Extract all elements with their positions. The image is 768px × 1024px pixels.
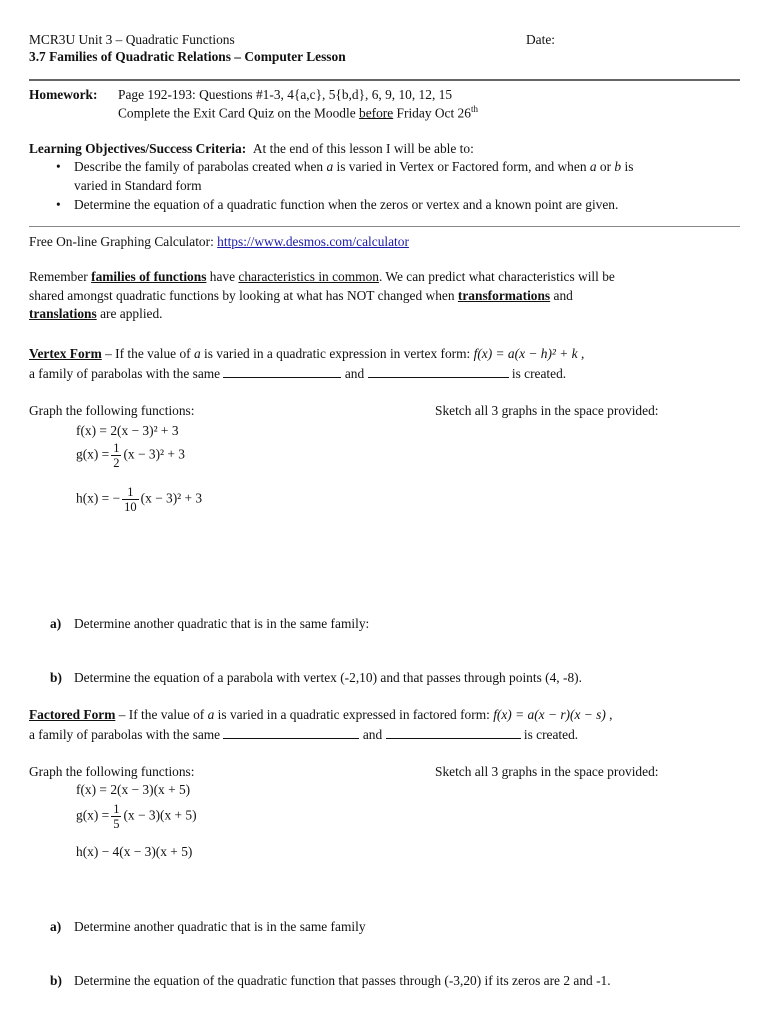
factored-formula: f(x) = a(x − r)(x − s): [493, 707, 606, 722]
vertex-qb-label: b): [50, 670, 62, 685]
factored-question-b: Determine the equation of the quadratic function that passes through (-3,20) if its zeros are 2 and -1.: [74, 973, 611, 988]
factored-graph-label: Graph the following functions:: [29, 764, 195, 779]
vertex-formula: f(x) = a(x − h)² + k: [473, 346, 578, 361]
lesson-title: 3.7 Families of Quadratic Relations – Computer Lesson: [29, 49, 346, 64]
factored-blank-1[interactable]: [223, 727, 359, 739]
calculator-line: Free On-line Graphing Calculator: https://www.desmos.com/calculator: [29, 234, 409, 249]
objectives-heading: Learning Objectives/Success Criteria: At the end of this lesson I will be able to:: [29, 141, 474, 156]
intro-line-1: Remember families of functions have characteristics in common. We can predict what characteristics will be: [29, 269, 615, 284]
vertex-sketch-label: Sketch all 3 graphs in the space provided:: [435, 403, 659, 418]
factored-question-a: Determine another quadratic that is in the same family: [74, 919, 366, 934]
objective-1-cont: varied in Standard form: [74, 178, 202, 193]
vertex-blank-2[interactable]: [368, 366, 509, 378]
factored-qb-label: b): [50, 973, 62, 988]
vertex-family-sentence: a family of parabolas with the same and is created.: [29, 366, 567, 381]
bullet-dot: •: [56, 197, 61, 212]
objective-2: Determine the equation of a quadratic function when the zeros or vertex and a known point are given.: [74, 197, 619, 212]
vertex-blank-1[interactable]: [223, 366, 341, 378]
homework-exit-card: Complete the Exit Card Quiz on the Moodle before Friday Oct 26th: [118, 104, 478, 121]
homework-questions: Page 192-193: Questions #1-3, 4{a,c}, 5{b,d}, 6, 9, 10, 12, 15: [118, 87, 453, 102]
homework-label: Homework:: [29, 87, 98, 102]
date-label: Date:: [526, 32, 555, 47]
vertex-function-h: h(x) = − $\frac{1}{10}$ (x − 3)² + 3: [76, 485, 203, 514]
header-divider: [29, 79, 740, 81]
factored-sketch-label: Sketch all 3 graphs in the space provided:: [435, 764, 659, 779]
factored-form-definition: Factored Form – If the value of a is varied in a quadratic expressed in factored form: f(x) = a(x − r)(x − s) ,: [29, 707, 613, 722]
factored-function-g: g(x) = $\frac{1}{5}$ (x − 3)(x + 5): [76, 802, 197, 831]
objectives-divider: [29, 226, 740, 227]
course-title: MCR3U Unit 3 – Quadratic Functions: [29, 32, 235, 47]
intro-line-3: translations are applied.: [29, 306, 163, 321]
factored-qa-label: a): [50, 919, 62, 934]
factored-family-sentence: a family of parabolas with the same and is created.: [29, 727, 579, 742]
vertex-question-b: Determine the equation of a parabola with vertex (-2,10) and that passes through points (4, -8).: [74, 670, 582, 685]
factored-blank-2[interactable]: [386, 727, 521, 739]
bullet-dot: •: [56, 159, 61, 174]
factored-function-h: h(x) − 4(x − 3)(x + 5): [76, 844, 193, 859]
vertex-function-f: f(x) = 2(x − 3)² + 3: [76, 423, 179, 438]
intro-line-2: shared amongst quadratic functions by looking at what has NOT changed when transformations and: [29, 288, 573, 303]
vertex-form-definition: Vertex Form – If the value of a is varied in a quadratic expression in vertex form: f(x) = a(x − h)² + k ,: [29, 346, 585, 361]
vertex-question-a: Determine another quadratic that is in the same family:: [74, 616, 370, 631]
vertex-qa-label: a): [50, 616, 62, 631]
objective-1: Describe the family of parabolas created when a is varied in Vertex or Factored form, and when a or b is: [74, 159, 634, 174]
vertex-graph-label: Graph the following functions:: [29, 403, 195, 418]
factored-function-f: f(x) = 2(x − 3)(x + 5): [76, 782, 191, 797]
desmos-link[interactable]: https://www.desmos.com/calculator: [217, 234, 409, 249]
vertex-function-g: g(x) = $\frac{1}{2}$ (x − 3)² + 3: [76, 441, 185, 470]
